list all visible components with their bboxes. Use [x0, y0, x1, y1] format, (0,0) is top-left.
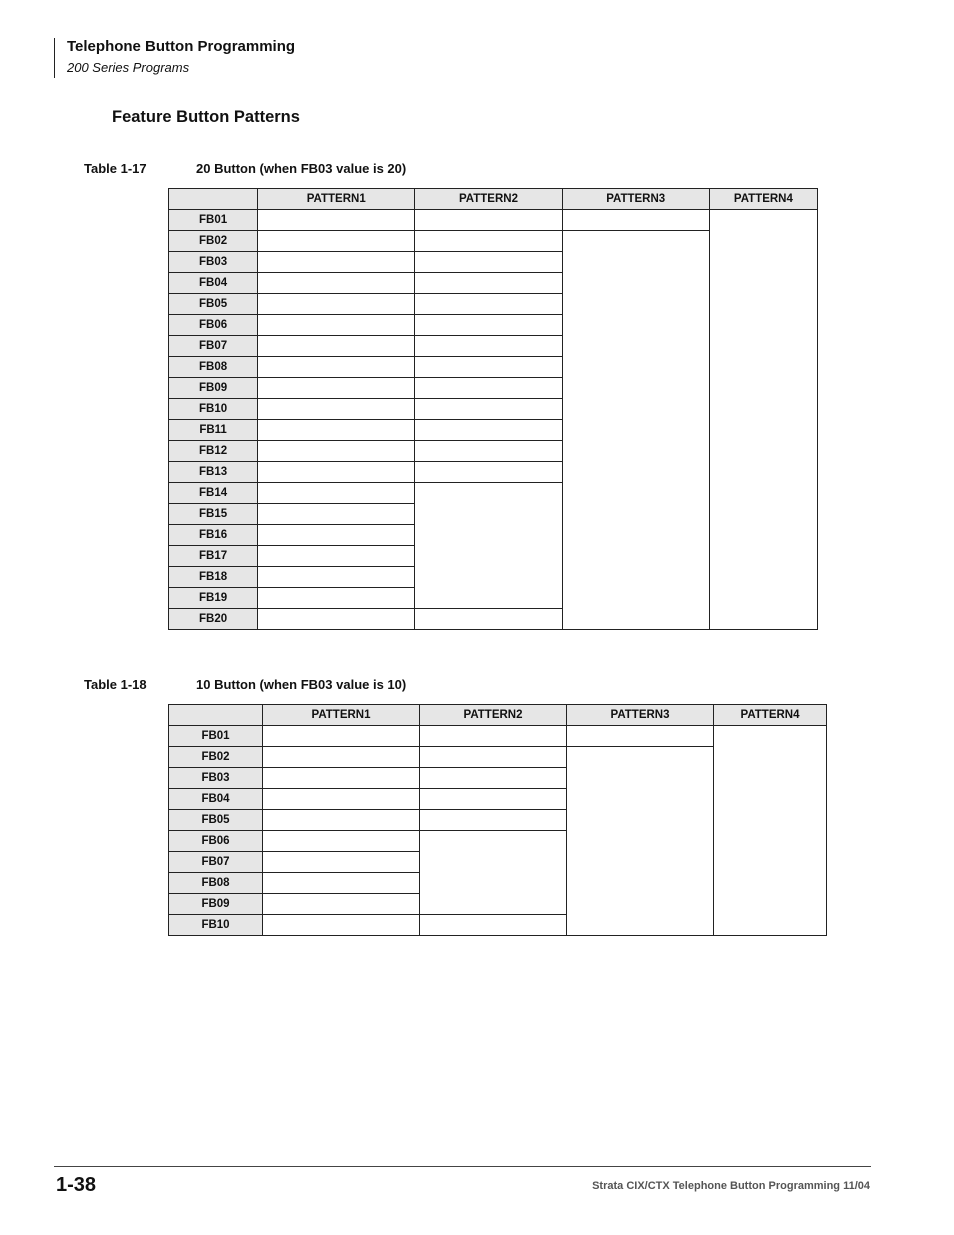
pattern-cell [415, 210, 562, 231]
table2-caption [84, 677, 406, 692]
column-header: PATTERN1 [258, 189, 415, 210]
pattern-cell [562, 210, 709, 231]
corner-cell [169, 705, 263, 726]
pattern-cell [420, 915, 567, 936]
row-header: FB18 [169, 567, 258, 588]
corner-cell [169, 189, 258, 210]
pattern-cell [258, 483, 415, 504]
header-rule [54, 38, 55, 78]
pattern-cell [415, 336, 562, 357]
pattern-cell [420, 726, 567, 747]
pattern-cell [415, 609, 562, 630]
column-header: PATTERN1 [263, 705, 420, 726]
table-20-button [168, 188, 818, 630]
row-header: FB05 [169, 810, 263, 831]
row-header: FB03 [169, 252, 258, 273]
pattern-cell [258, 273, 415, 294]
pattern-cell [415, 441, 562, 462]
row-header: FB10 [169, 915, 263, 936]
row-header: FB09 [169, 894, 263, 915]
pattern-cell-merged [714, 726, 827, 936]
footer-text: Strata CIX/CTX Telephone Button Programming 11/04 [592, 1180, 870, 1192]
pattern-cell [415, 252, 562, 273]
pattern-cell [258, 294, 415, 315]
row-header: FB04 [169, 789, 263, 810]
pattern-cell [258, 504, 415, 525]
column-header: PATTERN4 [714, 705, 827, 726]
pattern-cell-merged [562, 231, 709, 630]
row-header: FB09 [169, 378, 258, 399]
row-header: FB01 [169, 210, 258, 231]
pattern-cell [263, 768, 420, 789]
pattern-cell-merged [709, 210, 817, 630]
pattern-cell [258, 357, 415, 378]
table-10-button [168, 704, 827, 936]
column-header: PATTERN3 [567, 705, 714, 726]
pattern-cell [420, 810, 567, 831]
row-header: FB14 [169, 483, 258, 504]
pattern-cell [258, 210, 415, 231]
row-header: FB07 [169, 852, 263, 873]
pattern-cell [258, 567, 415, 588]
pattern-cell [263, 915, 420, 936]
table1-title: 20 Button (when FB03 value is 20) [196, 161, 407, 176]
row-header: FB11 [169, 420, 258, 441]
table2-title: 10 Button (when FB03 value is 10) [196, 677, 407, 692]
column-header: PATTERN2 [415, 189, 562, 210]
pattern-cell [263, 789, 420, 810]
pattern-cell [415, 273, 562, 294]
pattern-cell [263, 831, 420, 852]
pattern-cell [420, 789, 567, 810]
pattern-cell [258, 546, 415, 567]
row-header: FB07 [169, 336, 258, 357]
column-header: PATTERN3 [562, 189, 709, 210]
table-header-row [169, 189, 818, 210]
pattern-cell [415, 294, 562, 315]
table2-number: Table 1-18 [84, 677, 147, 692]
pattern-cell [263, 726, 420, 747]
pattern-cell [258, 525, 415, 546]
section-title: Feature Button Patterns [112, 108, 300, 126]
row-header: FB04 [169, 273, 258, 294]
pattern-cell-merged [567, 747, 714, 936]
footer-rule [54, 1166, 871, 1167]
row-header: FB08 [169, 873, 263, 894]
row-header: FB13 [169, 462, 258, 483]
pattern-cell [415, 357, 562, 378]
pattern-cell [263, 852, 420, 873]
row-header: FB01 [169, 726, 263, 747]
pattern-cell [258, 231, 415, 252]
pattern-cell [415, 399, 562, 420]
column-header: PATTERN2 [420, 705, 567, 726]
row-header: FB19 [169, 588, 258, 609]
document-subtitle: 200 Series Programs [67, 60, 190, 75]
row-header: FB02 [169, 231, 258, 252]
row-header: FB16 [169, 525, 258, 546]
table1-caption [84, 161, 406, 176]
pattern-cell [420, 768, 567, 789]
row-header: FB06 [169, 831, 263, 852]
row-header: FB10 [169, 399, 258, 420]
pattern-cell [415, 462, 562, 483]
pattern-cell [258, 378, 415, 399]
row-header: FB15 [169, 504, 258, 525]
row-header: FB17 [169, 546, 258, 567]
pattern-cell [258, 441, 415, 462]
row-header: FB20 [169, 609, 258, 630]
pattern-cell [415, 420, 562, 441]
pattern-cell [263, 894, 420, 915]
pattern-cell [567, 726, 714, 747]
pattern-cell [258, 462, 415, 483]
row-header: FB02 [169, 747, 263, 768]
row-header: FB06 [169, 315, 258, 336]
pattern-cell [263, 747, 420, 768]
pattern-cell [258, 336, 415, 357]
pattern-cell [415, 378, 562, 399]
pattern-cell [258, 420, 415, 441]
pattern-cell [415, 315, 562, 336]
pattern-cell-merged [415, 483, 562, 609]
pattern-cell [258, 609, 415, 630]
pattern-cell [258, 399, 415, 420]
row-header: FB05 [169, 294, 258, 315]
pattern-cell [415, 231, 562, 252]
page-number: 1-38 [56, 1174, 97, 1196]
pattern-cell [263, 810, 420, 831]
column-header: PATTERN4 [709, 189, 817, 210]
pattern-cell [420, 747, 567, 768]
table-row [169, 726, 827, 747]
row-header: FB03 [169, 768, 263, 789]
table-row [169, 210, 818, 231]
table1-number: Table 1-17 [84, 161, 147, 176]
table-header-row [169, 705, 827, 726]
pattern-cell [263, 873, 420, 894]
pattern-cell [258, 588, 415, 609]
document-title: Telephone Button Programming [67, 38, 296, 55]
row-header: FB12 [169, 441, 258, 462]
row-header: FB08 [169, 357, 258, 378]
pattern-cell [258, 252, 415, 273]
pattern-cell [258, 315, 415, 336]
pattern-cell-merged [420, 831, 567, 915]
